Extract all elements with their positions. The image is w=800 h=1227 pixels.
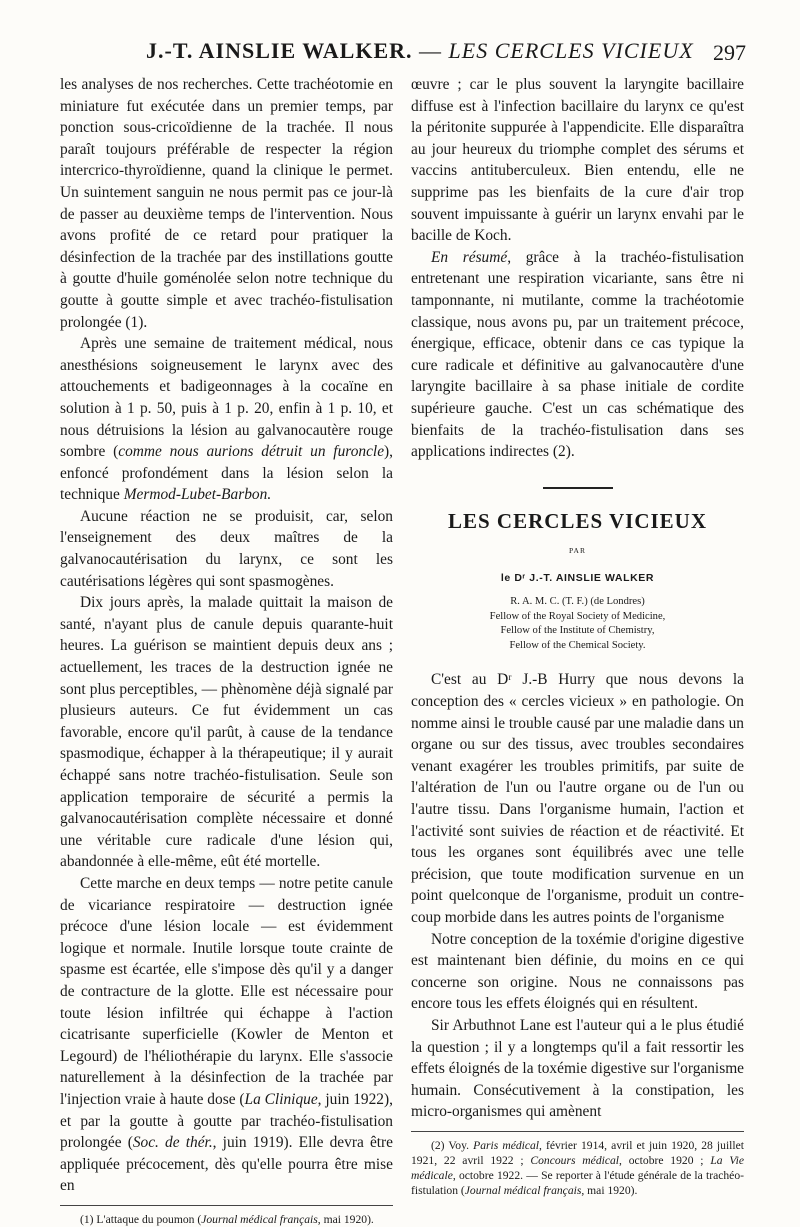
- by-label: PAR: [569, 546, 586, 556]
- paragraph: C'est au Dʳ J.-B Hurry que nous devons la conception des « cercles vicieux » en pathologie. On nomme ainsi le trouble causé par une maladie dans un organe ou sur des tissus, avec troubles secondaires venant exagérer les troubles primitifs, par suite de l'altération de l'un ou l'autre organe ou de l'un ou l'autre tissu. Dans l'organisme humain, l'action et l'activité sont suivies de réaction et de réactivité. Et tous les organes sont équilibrés avec une telle précision, que toute modification survenue en un point quelconque de l'organisme, produit un contre-coup morbide dans les autres points de l'organisme: [411, 671, 744, 926]
- paragraph: les analyses de nos recherches. Cette trachéotomie en miniature fut exécutée dans un premier temps, par ponction sous-cricoïdienne de la trachée. Il nous paraît toujours préférable de respecter la région intercrico-thyroïdienne, quand la clinique le permet. Un suintement sanguin ne nous permit pas ce jour-là de passer au deuxième temps de l'intervention. Nous avons profité de ce retard pour pratiquer la désinfection de la trachée par des instillations goutte à goutte d'huile goménolée selon notre technique du goutte à goutte simple et avec trachéo-fistulisation prolongée (1).: [60, 76, 393, 331]
- affiliation-line: Fellow of the Royal Society of Medicine,: [489, 610, 666, 622]
- running-title: [146, 38, 694, 64]
- author-affiliations: [411, 595, 744, 653]
- paragraph: Dix jours après, la malade quittait la maison de santé, n'ayant plus de canule depuis quarante-huit heures. La guérison se maintient depuis deux ans ; actuellement, les traces de la destruction ignée ne sont plus perceptibles, — phènomène déjà signalé par plusieurs auteurs. Ce fut évidemment un cas favorable, encore qu'il parût, à cause de la tendance spasmodique, échapper à la thérapeutique; il y aurait échappé sans notre trachéo-fistulisation. Seule son application temporaire de sécurité a permis la galvanocautérisation complète nécessaire et donné une véritable cure radicale d'une lésion qui, abandonnée à elle-même, eût été mortelle.: [60, 594, 393, 871]
- paragraph: Sir Arbuthnot Lane est l'auteur qui a le plus étudié la question ; il y a longtemps qu'il a fait ressortir les effets éloignés de la toxémie digestive sur l'organisme humain. Consécutivement à la constipation, les micro-organismes qui amènent: [411, 1016, 744, 1121]
- right-column: [411, 74, 744, 1198]
- paragraph: Aucune réaction ne se produisit, car, selon l'enseignement des deux maîtres de la galvanocautérisation du larynx, ce sont les cautérisations légères qui sont spasmogènes.: [60, 507, 393, 590]
- header-dash: —: [419, 38, 443, 63]
- page-number: 297: [713, 40, 746, 65]
- paragraph: En résumé, grâce à la trachéo-fistulisation entretenant une respiration vicariante, sans être ni tamponnante, ni mutilante, comme la trachéotomie classique, nous avons pu, par un traitement précoce, énergique, efficace, obtenir dans ce cas typique la cure radicale et définitive au galvanocautère d'une laryngite bacillaire à sa phase initiale de cordite supérieure gauche. C'est un cas schématique des bienfaits de la trachéo-fistulisation dans ses applications indirectes (2).: [411, 248, 744, 461]
- paragraph: Notre conception de la toxémie d'origine digestive est maintenant bien définie, du moins en ce qui concerne son origine. Nous ne connaissons pas encore tous les effets éloignés qui en résultent.: [411, 930, 744, 1013]
- article-author: le Dʳ J.-T. AINSLIE WALKER: [500, 571, 655, 584]
- paragraph: œuvre ; car le plus souvent la laryngite bacillaire diffuse est à l'infection bacillaire du larynx ce qu'est la péritonite suppurée à l'appendicite. Elle disparaîtra au jour heureux du triomphe complet des sérums et vaccins antituberculeux. Bien entendu, elle ne supprime pas les bienfaits de la cure d'air trop souvent impuissante à guérir un larynx envahi par le bacille de Koch.: [411, 76, 744, 245]
- affiliation-line: Fellow of the Institute of Chemistry,: [500, 625, 655, 637]
- header-title: LES CERCLES VICIEUX: [448, 38, 694, 63]
- left-column: [60, 74, 393, 1227]
- article-title: LES CERCLES VICIEUX: [447, 508, 708, 533]
- footnote-1: (1) L'attaque du poumon (Journal médical français, mai 1920).: [60, 1205, 393, 1227]
- affiliation-line: R. A. M. C. (T. F.) (de Londres): [510, 596, 645, 608]
- running-header: [56, 38, 746, 78]
- paragraph: Cette marche en deux temps — notre petite canule de vicariance respiratoire — destruction ignée précoce d'une lésion locale — est évidemment logique et normale. Inutile lorsque toute crainte de spasme est écartée, elle s'impose dès qu'il y a danger de contracture de la glotte. Elle est nécessaire pour toute lésion infiltrée qui échappe à l'action cicatrisante superficielle (Kowler de Menton et Legourd) de l'héliothérapie du larynx. Elle s'associe naturellement à la désinfection de la trachée par l'injection vraie à haute dose (La Clinique, juin 1922), et par la goutte à goutte par trachéo-fistulisation prolongée (Soc. de thér., juin 1919). Elle devra être appliquée précocement, dès qu'elle pourra être mise en: [60, 874, 394, 1195]
- footnote-2: (2) Voy. Paris médical, février 1914, avril et juin 1920, 28 juillet 1921, 22 avril 1922 ; Concours médical, octobre 1920 ; La Vie médicale, octobre 1922. — Se reporter à l'étude générale de la trachéo-fistulation (Journal médical français, mai 1920).: [411, 1131, 744, 1198]
- paragraph: Après une semaine de traitement médical, nous anesthésions soigneusement le larynx avec des attouchements et badigeonnages à la cocaïne en solution à 1 p. 50, puis à 1 p. 20, enfin à 1 p. 10, et nous détruisions la lésion au galvanocautère rouge sombre (comme nous aurions détruit un furoncle), enfoncé profondément dans la lésion selon la technique Mermod-Lubet-Barbon.: [60, 335, 394, 504]
- affiliation-line: Fellow of the Chemical Society.: [509, 639, 646, 651]
- header-author: J.-T. AINSLIE WALKER.: [146, 38, 413, 63]
- section-divider: [543, 487, 613, 489]
